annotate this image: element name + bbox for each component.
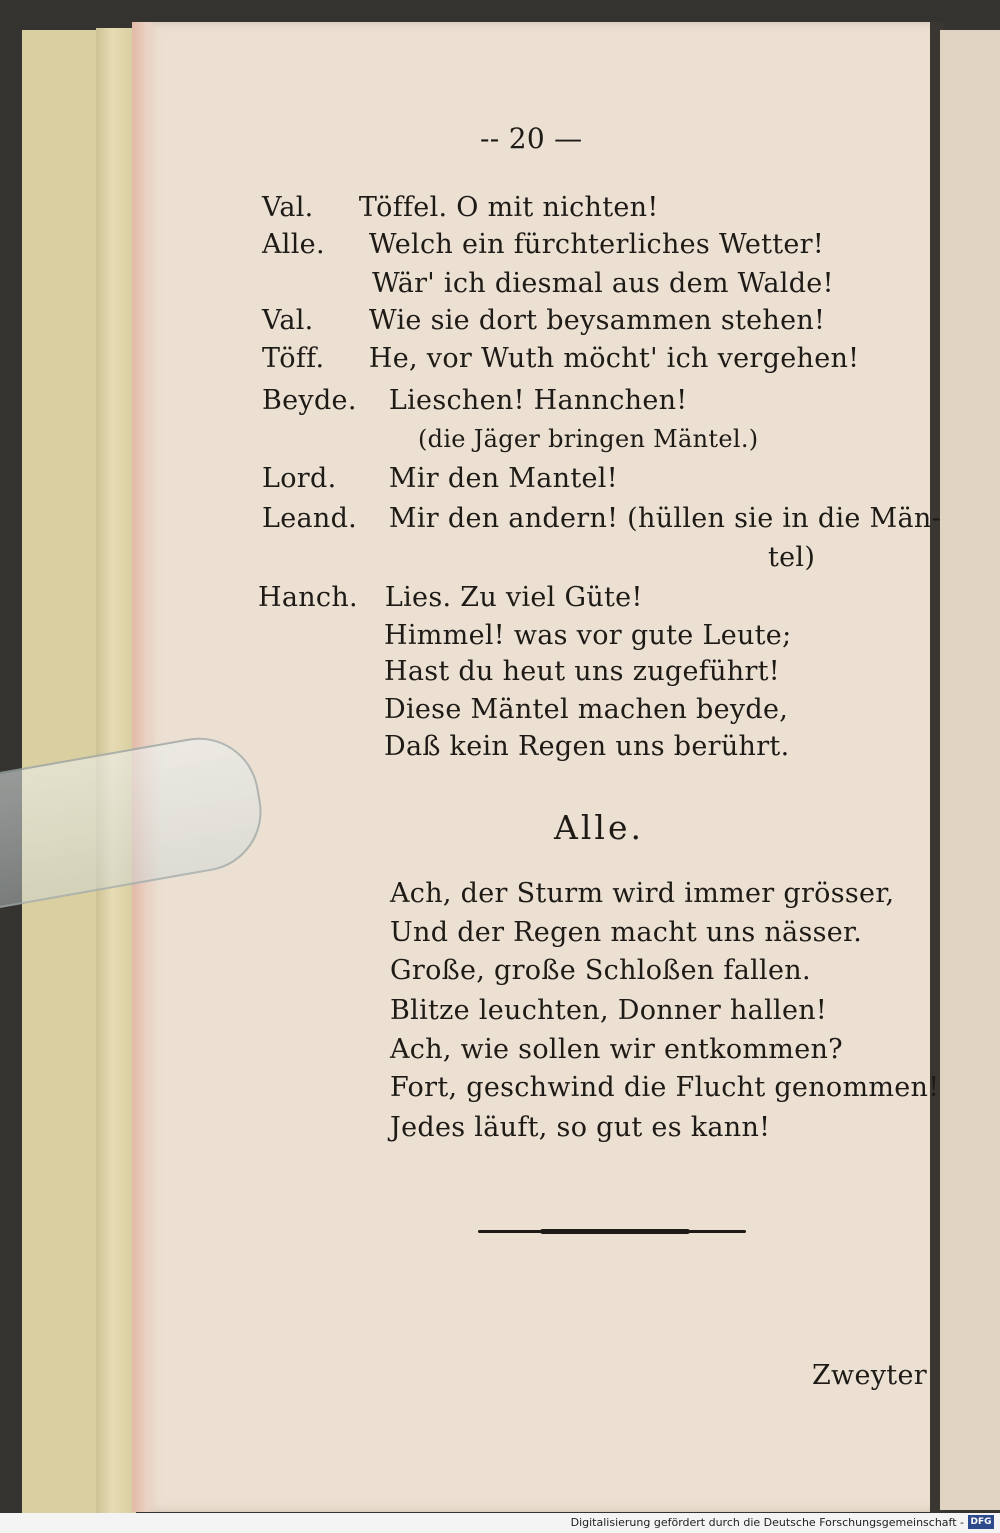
dialogue-line (262, 463, 618, 494)
chorus-line: Große, große Schloßen fallen. (390, 955, 811, 986)
chorus-line: Ach, der Sturm wird immer grösser, (390, 878, 895, 909)
verse-text: Lieschen! Hannchen! (388, 385, 688, 416)
dialogue-line (262, 305, 825, 336)
dialogue-line: tel) (768, 542, 816, 573)
dialogue-line (262, 343, 859, 374)
verse-text: Mir den Mantel! (388, 463, 618, 494)
speaker: Leand. (262, 503, 358, 534)
verse-text: Welch ein fürchterliches Wetter! (368, 229, 825, 260)
chorus-line: Fort, geschwind die Flucht genommen! (390, 1072, 940, 1103)
dialogue-line (262, 192, 658, 223)
verse-text: Wie sie dort beysammen stehen! (368, 305, 826, 336)
dialogue-line: Diese Mäntel machen beyde, (384, 694, 789, 725)
chorus-line: Und der Regen macht uns nässer. (390, 917, 863, 948)
chorus-heading: Alle. (554, 808, 644, 847)
dialogue-line (262, 385, 687, 416)
verse-text: Wär' ich diesmal aus dem Walde! (372, 268, 834, 299)
verse-text: Lies. Zu viel Güte! (384, 582, 643, 613)
speaker: Alle. (262, 229, 325, 260)
verse-text: He, vor Wuth möcht' ich vergehen! (368, 343, 860, 374)
dialogue-line (258, 582, 643, 613)
dialogue-line: Daß kein Regen uns berührt. (384, 731, 790, 762)
verse-text: Töffel. O mit nichten! (358, 192, 659, 223)
stage-direction: (die Jäger bringen Mäntel.) (418, 425, 759, 453)
dialogue-line: Himmel! was vor gute Leute; (384, 620, 792, 651)
speaker: Beyde. (262, 385, 357, 416)
dfg-logo: DFG (968, 1515, 994, 1529)
dialogue-line: Hast du heut uns zugeführt! (384, 656, 780, 687)
verse-text: Mir den andern! (hüllen sie in die Män- (388, 503, 941, 534)
chorus-line: Ach, wie sollen wir entkommen? (390, 1034, 843, 1065)
speaker: Hanch. (258, 582, 358, 613)
page-number: -- 20 — (480, 122, 583, 155)
chorus-line: Blitze leuchten, Donner hallen! (390, 995, 828, 1026)
dialogue-line (372, 268, 834, 299)
speaker: Val. (262, 192, 314, 223)
section-rule-center (540, 1229, 690, 1234)
speaker: Töff. (262, 343, 325, 374)
catchword: Zweyter (812, 1360, 927, 1391)
dialogue-line (262, 503, 941, 534)
next-page-strip (940, 30, 1000, 1510)
footer-credit: Digitalisierung gefördert durch die Deutsche Forschungsgemeinschaft - (570, 1516, 964, 1529)
chorus-line: Jedes läuft, so gut es kann! (390, 1112, 771, 1143)
speaker: Lord. (262, 463, 337, 494)
dialogue-line (262, 229, 824, 260)
speaker: Val. (262, 305, 314, 336)
